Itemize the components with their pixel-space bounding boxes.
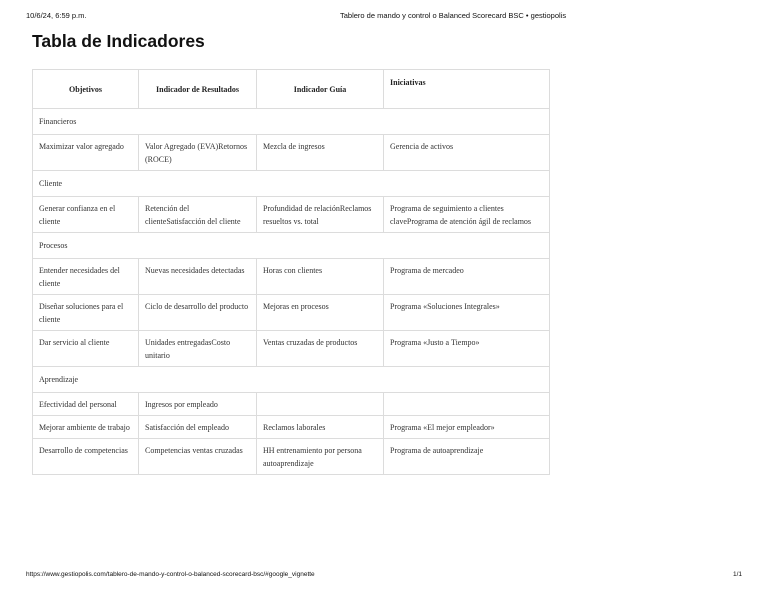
table-cell: Profundidad de relaciónReclamos resueltos vs. total — [257, 197, 384, 233]
print-header — [26, 11, 746, 23]
column-header-indicador-resultados: Indicador de Resultados — [139, 70, 257, 109]
print-url: https://www.gestiopolis.com/tablero-de-mando-y-control-o-balanced-scorecard-bsc/#google_vignette — [26, 571, 315, 578]
table-cell: Valor Agregado (EVA)Retornos (ROCE) — [139, 135, 257, 171]
section-row — [33, 171, 550, 197]
section-label: Financieros — [33, 109, 550, 135]
indicators-table — [32, 69, 550, 475]
table-cell: Programa de mercadeo — [384, 259, 550, 295]
table-cell: Mezcla de ingresos — [257, 135, 384, 171]
print-datetime: 10/6/24, 6:59 p.m. — [26, 11, 87, 20]
table-cell: Programa «Justo a Tiempo» — [384, 331, 550, 367]
section-row — [33, 233, 550, 259]
table-cell: Ingresos por empleado — [139, 393, 257, 416]
section-label: Procesos — [33, 233, 550, 259]
table-row — [33, 135, 550, 171]
table-row — [33, 439, 550, 475]
table-cell: Generar confianza en el cliente — [33, 197, 139, 233]
table-cell: Programa de autoaprendizaje — [384, 439, 550, 475]
table-body — [33, 109, 550, 475]
column-header-objetivos: Objetivos — [33, 70, 139, 109]
table-cell: Diseñar soluciones para el cliente — [33, 295, 139, 331]
table-cell: Programa de seguimiento a clientes claveProgramа de atención ágil de reclamos — [384, 197, 550, 233]
table-cell: Unidades entregadasCosto unitario — [139, 331, 257, 367]
table-cell: Maximizar valor agregado — [33, 135, 139, 171]
table-cell: Dar servicio al cliente — [33, 331, 139, 367]
table-cell: Retención del clienteSatisfacción del cliente — [139, 197, 257, 233]
table-cell — [257, 393, 384, 416]
table-row — [33, 416, 550, 439]
table-cell: Ciclo de desarrollo del producto — [139, 295, 257, 331]
section-label: Cliente — [33, 171, 550, 197]
table-cell: Horas con clientes — [257, 259, 384, 295]
section-row — [33, 367, 550, 393]
page-title: Tabla de Indicadores — [32, 31, 205, 51]
table-cell — [384, 393, 550, 416]
print-footer — [26, 571, 742, 581]
section-label: Aprendizaje — [33, 367, 550, 393]
column-header-iniciativas: Iniciativas — [384, 70, 550, 109]
print-doc-title: Tablero de mando y control o Balanced Scorecard BSC • gestiopolis — [340, 11, 567, 20]
table-cell: Efectividad del personal — [33, 393, 139, 416]
table-cell: HH entrenamiento por persona autoaprendizaje — [257, 439, 384, 475]
table-row — [33, 393, 550, 416]
table-cell: Gerencia de activos — [384, 135, 550, 171]
table-cell: Ventas cruzadas de productos — [257, 331, 384, 367]
table-cell: Desarrollo de competencias — [33, 439, 139, 475]
page-number: 1/1 — [732, 571, 742, 578]
table-row — [33, 197, 550, 233]
table-row — [33, 295, 550, 331]
table-cell: Mejoras en procesos — [257, 295, 384, 331]
table-row — [33, 331, 550, 367]
table-row — [33, 259, 550, 295]
table-cell: Entender necesidades del cliente — [33, 259, 139, 295]
table-cell: Competencias ventas cruzadas — [139, 439, 257, 475]
section-row — [33, 109, 550, 135]
table-cell: Programa «Soluciones Integrales» — [384, 295, 550, 331]
table-cell: Programa «El mejor empleador» — [384, 416, 550, 439]
table-cell: Reclamos laborales — [257, 416, 384, 439]
table-cell: Nuevas necesidades detectadas — [139, 259, 257, 295]
table-header-row — [33, 70, 550, 109]
table-cell: Mejorar ambiente de trabajo — [33, 416, 139, 439]
table-cell: Satisfacción del empleado — [139, 416, 257, 439]
column-header-indicador-guia: Indicador Guía — [257, 70, 384, 109]
